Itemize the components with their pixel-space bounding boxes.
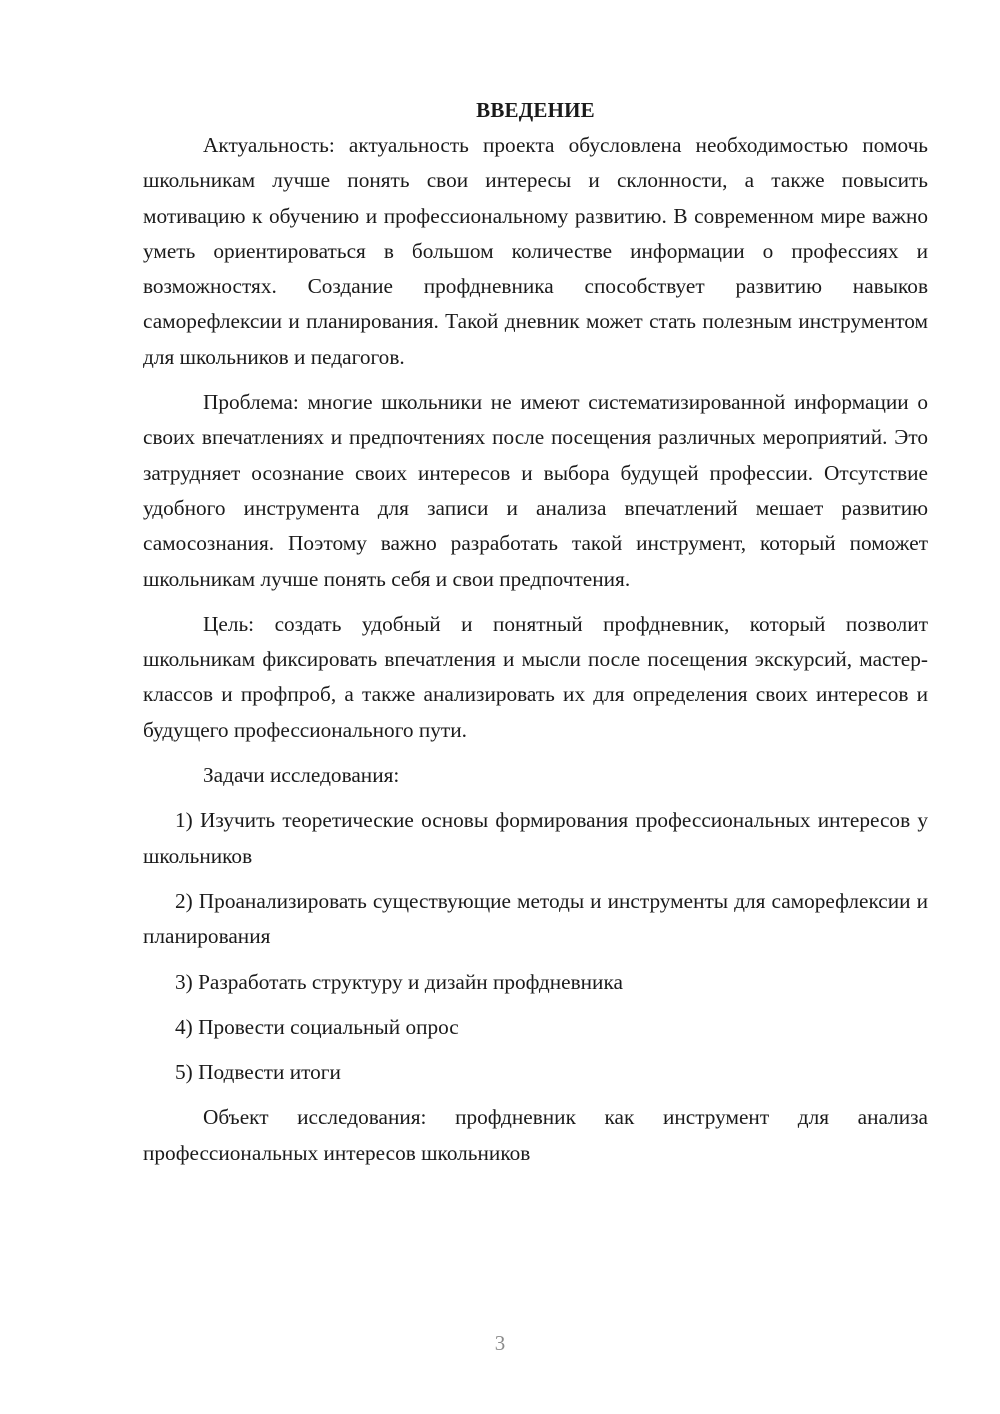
- document-page: [143, 92, 928, 1181]
- problem-paragraph: Проблема: многие школьники не имеют систематизированной информации о своих впечатлениях и предпочтениях после посещения различных мероприятий. Это затрудняет осознание своих интересов и выбора будущей профессии. Отсутствие удобного инструмента для записи и анализа впечатлений мешает развитию самосознания. Поэтому важно разработать такой инструмент, который поможет школьникам лучше понять себя и свои предпочтения.: [143, 390, 928, 591]
- task-item: 4) Провести социальный опрос: [175, 1014, 459, 1039]
- task-item: 1) Изучить теоретические основы формирования профессиональных интересов у школьников: [143, 808, 928, 868]
- page-number: 3: [494, 1331, 506, 1355]
- relevance-paragraph: Актуальность: актуальность проекта обусловлена необходимостью помочь школьникам лучше понять свои интересы и склонности, а также повысить мотивацию к обучению и профессиональному развитию. В современном мире важно уметь ориентироваться в большом количестве информации о профессиях и возможностях. Создание профдневника способствует развитию навыков саморефлексии и планирования. Такой дневник может стать полезным инструментом для школьников и педагогов.: [143, 133, 928, 369]
- task-item: 5) Подвести итоги: [175, 1060, 341, 1085]
- section-heading: ВВЕДЕНИЕ: [476, 98, 595, 122]
- tasks-list: [143, 803, 928, 1090]
- goal-paragraph: Цель: создать удобный и понятный профдневник, который позволит школьникам фиксировать впечатления и мысли после посещения экскурсий, мастер-классов и профпроб, а также анализировать их для определения своих интересов и будущего профессионального пути.: [143, 611, 928, 742]
- object-paragraph: Объект исследования: профдневник как инструмент для анализа профессиональных интересов школьников: [143, 1105, 928, 1165]
- task-item: 3) Разработать структуру и дизайн профдневника: [175, 969, 623, 994]
- task-item: 2) Проанализировать существующие методы и инструменты для саморефлексии и планирования: [143, 888, 928, 949]
- tasks-title: Задачи исследования:: [203, 763, 400, 788]
